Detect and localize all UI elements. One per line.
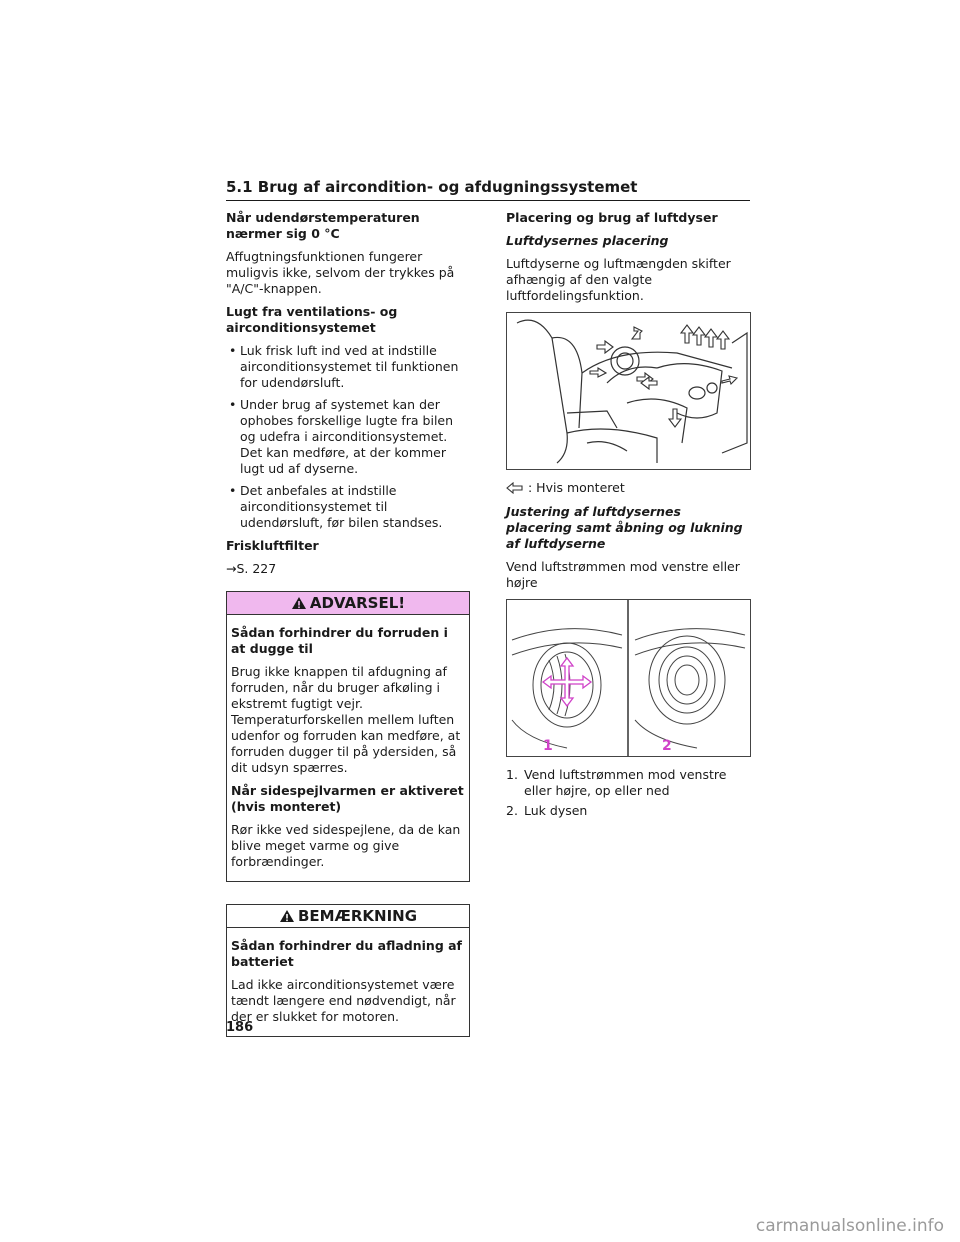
warning-triangle-icon xyxy=(279,909,295,923)
filter-reference-link[interactable]: →S. 227 xyxy=(226,561,277,576)
right-column xyxy=(506,210,750,823)
list-item: • Under brug af systemet kan der ophobes forskellige lugte fra bilen og udefra i airconditionsystemet. Det kan medføre, at der kommer lugt ud af dyserne. xyxy=(226,397,470,477)
left-column xyxy=(226,210,470,1037)
list-item: 1. Vend luftstrømmen mod venstre eller højre, op eller ned xyxy=(506,767,727,798)
figure-label-2: 2 xyxy=(662,738,672,754)
page-number: 186 xyxy=(226,1020,254,1035)
vent-location-illustration xyxy=(506,312,751,470)
section-header: 5.1 Brug af aircondition- og afdugningssystemet xyxy=(226,178,750,201)
watermark: carmanualsonline.info xyxy=(755,1216,944,1236)
notice-heading-1: Sådan forhindrer du afladning af batteriet xyxy=(231,938,462,969)
notice-title-bar xyxy=(227,905,469,928)
vent-adjust-illustration xyxy=(506,599,751,757)
list-item: • Luk frisk luft ind ved at indstille airconditionsystemet til funktionen for udendørsluft. xyxy=(226,343,470,391)
legend-text: : Hvis monteret xyxy=(528,480,625,495)
vents-heading: Placering og brug af luftdyser xyxy=(506,210,718,225)
vents-adjust-text: Vend luftstrømmen mod venstre eller højre xyxy=(506,559,740,590)
vents-location-subheading: Luftdysernes placering xyxy=(506,233,669,248)
list-item: • Det anbefales at indstille airconditionsystemet til udendørsluft, før bilen standses. xyxy=(226,483,470,531)
near-zero-text: Affugtningsfunktionen fungerer muligvis ikke, selvom der trykkes på "A/C"-knappen. xyxy=(226,249,455,296)
warning-heading-1: Sådan forhindrer du forruden i at dugge til xyxy=(231,625,448,656)
notice-text-1: Lad ikke airconditionsystemet være tændt længere end nødvendigt, når der er slukket for motoren. xyxy=(231,977,456,1024)
warning-title: ADVARSEL! xyxy=(309,594,406,612)
figure-label-1: 1 xyxy=(543,738,553,754)
smell-list xyxy=(226,343,470,531)
notice-box xyxy=(226,904,470,1037)
warning-box xyxy=(226,591,470,882)
outline-arrow-icon xyxy=(506,482,524,494)
warning-title-bar xyxy=(227,592,469,615)
vents-location-text: Luftdyserne og luftmængden skifter afhængig af den valgte luftfordelingsfunktion. xyxy=(506,256,731,303)
steps-list xyxy=(506,767,750,819)
vents-adjust-subheading: Justering af luftdysernes placering samt åbning og lukning af luftdyserne xyxy=(506,504,743,551)
smell-heading: Lugt fra ventilations- og airconditionsystemet xyxy=(226,304,398,335)
optional-legend xyxy=(506,480,750,496)
list-item: 2. Luk dysen xyxy=(506,803,588,818)
warning-heading-2: Når sidespejlvarmen er aktiveret (hvis monteret) xyxy=(231,783,464,814)
warning-text-2: Rør ikke ved sidespejlene, da de kan blive meget varme og give forbrændinger. xyxy=(231,822,461,869)
filter-heading: Friskluftfilter xyxy=(226,538,319,553)
warning-triangle-icon xyxy=(291,596,307,610)
warning-text-1: Brug ikke knappen til afdugning af forruden, når du bruger afkøling i ekstremt fugtigt vejr. Temperaturforskellen mellem luften udenfor og forruden kan medføre, at forruden dugger til på ydersiden, så dit udsyn spærres. xyxy=(231,664,461,775)
near-zero-heading: Når udendørstemperaturen nærmer sig 0 °C xyxy=(226,210,420,241)
notice-title: BEMÆRKNING xyxy=(297,907,418,925)
